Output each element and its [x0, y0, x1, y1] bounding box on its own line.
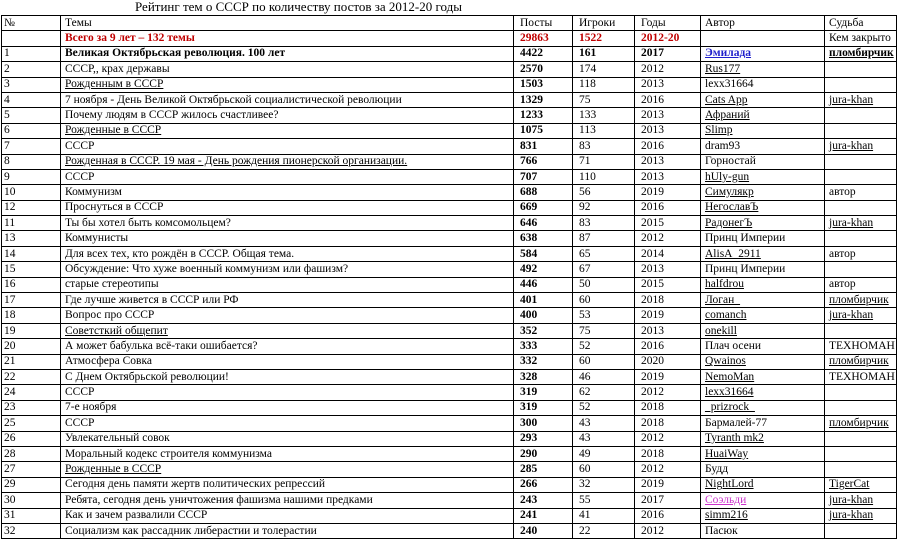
cell-years: 2015 [635, 277, 701, 292]
cell-posts: 241 [514, 508, 573, 523]
cell-years: 2012 [635, 431, 701, 446]
cell-no: 11 [2, 216, 61, 231]
table-row [2, 46, 897, 61]
ranking-table [1, 15, 897, 539]
cell-no: 21 [2, 354, 61, 369]
cell-players: 43 [573, 416, 635, 431]
cell-players: 53 [573, 308, 635, 323]
cell-no: 32 [2, 523, 61, 538]
cell-years: 2016 [635, 200, 701, 215]
cell-posts: 266 [514, 477, 573, 492]
totals-fate: Кем закрыто [825, 31, 897, 46]
cell-author[interactable]: РадонегЪ [701, 216, 825, 231]
cell-no: 26 [2, 431, 61, 446]
cell-no: 2 [2, 62, 61, 77]
cell-posts: 646 [514, 216, 573, 231]
cell-posts: 333 [514, 339, 573, 354]
cell-theme: Социализм как рассадник либерастии и толерастии [61, 523, 514, 538]
cell-theme: СССР [61, 169, 514, 184]
cell-theme: А может бабулька всё-таки ошибается? [61, 339, 514, 354]
table-row [2, 446, 897, 461]
table-row [2, 92, 897, 107]
table-row [2, 293, 897, 308]
cell-theme: 7 ноября - День Великой Октябрьской социалистической революции [61, 92, 514, 107]
cell-theme: Рожденные в СССР [61, 462, 514, 477]
cell-theme: СССР [61, 416, 514, 431]
cell-posts: 1233 [514, 108, 573, 123]
cell-author: Пасюк [701, 523, 825, 538]
cell-posts: 290 [514, 446, 573, 461]
table-row [2, 431, 897, 446]
cell-fate: автор [825, 277, 897, 292]
cell-fate [825, 231, 897, 246]
table-row [2, 323, 897, 338]
table-row [2, 169, 897, 184]
cell-years: 2012 [635, 462, 701, 477]
cell-no: 18 [2, 308, 61, 323]
cell-years: 2012 [635, 385, 701, 400]
cell-author[interactable]: Cats App [701, 92, 825, 107]
cell-fate [825, 108, 897, 123]
cell-theme: СССР [61, 139, 514, 154]
cell-author: Принц Империи [701, 231, 825, 246]
cell-no: 5 [2, 108, 61, 123]
table-row [2, 62, 897, 77]
cell-years: 2017 [635, 493, 701, 508]
table-row [2, 154, 897, 169]
cell-players: 83 [573, 216, 635, 231]
cell-players: 60 [573, 462, 635, 477]
cell-posts: 300 [514, 416, 573, 431]
cell-players: 52 [573, 400, 635, 415]
cell-posts: 1075 [514, 123, 573, 138]
header-posts: Посты [514, 16, 573, 31]
cell-author[interactable]: Qwainos [701, 354, 825, 369]
totals-row [2, 31, 897, 46]
totals-no [2, 31, 61, 46]
cell-fate[interactable]: jura-khan [825, 216, 897, 231]
cell-no: 1 [2, 46, 61, 61]
cell-theme: Почему людям в СССР жилось счастливее? [61, 108, 514, 123]
cell-years: 2013 [635, 108, 701, 123]
cell-players: 161 [573, 46, 635, 61]
table-row [2, 416, 897, 431]
cell-author[interactable]: Tyranth mk2 [701, 431, 825, 446]
cell-fate: TEXHOMAH [825, 339, 897, 354]
cell-author[interactable]: Логан_ [701, 293, 825, 308]
cell-author: Принц Империи [701, 262, 825, 277]
cell-no: 10 [2, 185, 61, 200]
cell-theme: Коммунисты [61, 231, 514, 246]
cell-posts: 243 [514, 493, 573, 508]
totals-years: 2012-20 [635, 31, 701, 46]
cell-posts: 319 [514, 385, 573, 400]
table-row [2, 216, 897, 231]
cell-no: 17 [2, 293, 61, 308]
cell-fate [825, 431, 897, 446]
totals-author [701, 31, 825, 46]
cell-posts: 293 [514, 431, 573, 446]
cell-players: 113 [573, 123, 635, 138]
cell-fate [825, 154, 897, 169]
cell-author[interactable]: _prizrock_ [701, 400, 825, 415]
header-fate: Судьба [825, 16, 897, 31]
cell-author: dram93 [701, 139, 825, 154]
table-row [2, 508, 897, 523]
cell-no: 15 [2, 262, 61, 277]
cell-fate [825, 400, 897, 415]
cell-players: 71 [573, 154, 635, 169]
cell-author[interactable]: НегославЪ [701, 200, 825, 215]
cell-theme: С Днем Октябрьской революции! [61, 369, 514, 384]
cell-theme: Рожденные в СССР [61, 123, 514, 138]
cell-no: 3 [2, 77, 61, 92]
cell-players: 83 [573, 139, 635, 154]
cell-author[interactable]: Афраний [701, 108, 825, 123]
cell-no: 23 [2, 400, 61, 415]
cell-fate: автор [825, 246, 897, 261]
cell-author: Будд [701, 462, 825, 477]
cell-no: 13 [2, 231, 61, 246]
cell-no: 4 [2, 92, 61, 107]
cell-theme: Сегодня день памяти жертв политических репрессий [61, 477, 514, 492]
cell-posts: 446 [514, 277, 573, 292]
cell-no: 7 [2, 139, 61, 154]
table-row [2, 477, 897, 492]
cell-players: 62 [573, 385, 635, 400]
cell-fate: TEXHOMAH [825, 369, 897, 384]
cell-years: 2013 [635, 169, 701, 184]
cell-theme: Рожденным в СССР [61, 77, 514, 92]
cell-author[interactable]: Rus177 [701, 62, 825, 77]
cell-players: 41 [573, 508, 635, 523]
cell-theme: Вопрос про СССР [61, 308, 514, 323]
cell-theme: Для всех тех, кто рождён в СССР. Общая тема. [61, 246, 514, 261]
cell-years: 2016 [635, 92, 701, 107]
table-row [2, 462, 897, 477]
cell-fate [825, 77, 897, 92]
totals-theme: Всего за 9 лет – 132 темы [61, 31, 514, 46]
cell-posts: 1329 [514, 92, 573, 107]
cell-years: 2016 [635, 139, 701, 154]
cell-fate[interactable]: jura-khan [825, 493, 897, 508]
cell-players: 75 [573, 92, 635, 107]
cell-players: 92 [573, 200, 635, 215]
cell-fate [825, 169, 897, 184]
cell-posts: 688 [514, 185, 573, 200]
cell-no: 30 [2, 493, 61, 508]
cell-players: 22 [573, 523, 635, 538]
cell-fate [825, 123, 897, 138]
cell-fate [825, 446, 897, 461]
cell-posts: 285 [514, 462, 573, 477]
cell-players: 50 [573, 277, 635, 292]
table-row [2, 277, 897, 292]
table-row [2, 339, 897, 354]
cell-fate[interactable]: пломбирчик [825, 354, 897, 369]
header-players: Игроки [573, 16, 635, 31]
cell-author: lexx31664 [701, 77, 825, 92]
cell-fate[interactable]: jura-khan [825, 308, 897, 323]
cell-players: 55 [573, 493, 635, 508]
cell-theme: Увлекательный совок [61, 431, 514, 446]
table-row [2, 354, 897, 369]
cell-author[interactable]: Slimp [701, 123, 825, 138]
cell-theme: Коммунизм [61, 185, 514, 200]
cell-fate [825, 62, 897, 77]
cell-years: 2016 [635, 339, 701, 354]
cell-posts: 332 [514, 354, 573, 369]
cell-years: 2018 [635, 446, 701, 461]
cell-theme: 7-е ноября [61, 400, 514, 415]
cell-posts: 1503 [514, 77, 573, 92]
cell-no: 14 [2, 246, 61, 261]
cell-no: 29 [2, 477, 61, 492]
cell-years: 2012 [635, 231, 701, 246]
cell-author[interactable]: onekill [701, 323, 825, 338]
totals-posts: 29863 [514, 31, 573, 46]
cell-author[interactable]: NemoMan [701, 369, 825, 384]
cell-players: 118 [573, 77, 635, 92]
cell-theme: Обсуждение: Что хуже военный коммунизм или фашизм? [61, 262, 514, 277]
cell-players: 133 [573, 108, 635, 123]
table-row [2, 493, 897, 508]
cell-players: 32 [573, 477, 635, 492]
cell-players: 87 [573, 231, 635, 246]
cell-author[interactable]: lexx31664 [701, 385, 825, 400]
table-row [2, 77, 897, 92]
cell-years: 2019 [635, 477, 701, 492]
cell-fate[interactable]: jura-khan [825, 508, 897, 523]
cell-fate [825, 262, 897, 277]
header-years: Годы [635, 16, 701, 31]
cell-no: 6 [2, 123, 61, 138]
cell-theme: Ребята, сегодня день уничтожения фашизма нашими предками [61, 493, 514, 508]
cell-author[interactable]: NightLord [701, 477, 825, 492]
header-author: Автор [701, 16, 825, 31]
cell-posts: 328 [514, 369, 573, 384]
cell-author[interactable]: simm216 [701, 508, 825, 523]
cell-posts: 707 [514, 169, 573, 184]
table-row [2, 523, 897, 538]
cell-author[interactable]: halfdrou [701, 277, 825, 292]
cell-theme: Великая Октябрьская революция. 100 лет [61, 46, 514, 61]
cell-theme: СССР,, крах державы [61, 62, 514, 77]
cell-no: 22 [2, 369, 61, 384]
cell-fate [825, 523, 897, 538]
cell-fate[interactable]: пломбирчик [825, 46, 897, 61]
cell-years: 2013 [635, 77, 701, 92]
table-row [2, 369, 897, 384]
cell-fate[interactable]: jura-khan [825, 139, 897, 154]
cell-author[interactable]: Эмилада [701, 46, 825, 61]
cell-no: 8 [2, 154, 61, 169]
cell-years: 2017 [635, 46, 701, 61]
table-row [2, 262, 897, 277]
cell-author[interactable]: Симулякр [701, 185, 825, 200]
table-row [2, 123, 897, 138]
table-row [2, 108, 897, 123]
table-row [2, 308, 897, 323]
cell-theme: Как и зачем развалили СССР [61, 508, 514, 523]
cell-no: 12 [2, 200, 61, 215]
cell-fate [825, 200, 897, 215]
cell-players: 49 [573, 446, 635, 461]
cell-posts: 400 [514, 308, 573, 323]
cell-fate[interactable]: TigerCat [825, 477, 897, 492]
cell-no: 20 [2, 339, 61, 354]
cell-years: 2016 [635, 508, 701, 523]
table-row [2, 200, 897, 215]
cell-author[interactable]: hUly-gun [701, 169, 825, 184]
cell-author[interactable]: AlisA_2911 [701, 246, 825, 261]
cell-author: Бармалей-77 [701, 416, 825, 431]
cell-posts: 831 [514, 139, 573, 154]
cell-theme: СССР [61, 385, 514, 400]
table-row [2, 231, 897, 246]
table-row [2, 185, 897, 200]
table-row [2, 400, 897, 415]
table-row [2, 139, 897, 154]
cell-players: 43 [573, 431, 635, 446]
cell-posts: 401 [514, 293, 573, 308]
cell-players: 67 [573, 262, 635, 277]
cell-players: 52 [573, 339, 635, 354]
cell-posts: 669 [514, 200, 573, 215]
cell-no: 31 [2, 508, 61, 523]
cell-author[interactable]: Соэльди [701, 493, 825, 508]
cell-no: 19 [2, 323, 61, 338]
cell-theme: Моральный кодекс строителя коммунизма [61, 446, 514, 461]
cell-theme: Атмосфера Совка [61, 354, 514, 369]
cell-no: 28 [2, 446, 61, 461]
cell-theme: Ты бы хотел быть комсомольцем? [61, 216, 514, 231]
cell-no: 9 [2, 169, 61, 184]
cell-players: 174 [573, 62, 635, 77]
totals-players: 1522 [573, 31, 635, 46]
cell-no: 27 [2, 462, 61, 477]
cell-theme: старые стереотипы [61, 277, 514, 292]
cell-players: 56 [573, 185, 635, 200]
cell-fate: автор [825, 185, 897, 200]
cell-fate [825, 462, 897, 477]
cell-players: 65 [573, 246, 635, 261]
cell-author[interactable]: HuaiWay [701, 446, 825, 461]
cell-years: 2019 [635, 369, 701, 384]
table-row [2, 246, 897, 261]
cell-years: 2012 [635, 62, 701, 77]
cell-posts: 352 [514, 323, 573, 338]
cell-fate[interactable]: jura-khan [825, 92, 897, 107]
header-theme: Темы [61, 16, 514, 31]
page-title: Рейтинг тем о СССР по количеству постов за 2012-20 годы [135, 0, 462, 14]
header-no: № [2, 16, 61, 31]
cell-no: 25 [2, 416, 61, 431]
cell-players: 60 [573, 354, 635, 369]
cell-no: 16 [2, 277, 61, 292]
cell-posts: 766 [514, 154, 573, 169]
cell-players: 110 [573, 169, 635, 184]
cell-years: 2020 [635, 354, 701, 369]
cell-years: 2013 [635, 154, 701, 169]
cell-years: 2013 [635, 323, 701, 338]
cell-author: Плач осени [701, 339, 825, 354]
cell-years: 2019 [635, 185, 701, 200]
cell-theme: Советсткий общепит [61, 323, 514, 338]
cell-years: 2013 [635, 123, 701, 138]
cell-author: Горностай [701, 154, 825, 169]
cell-players: 46 [573, 369, 635, 384]
cell-posts: 319 [514, 400, 573, 415]
cell-posts: 240 [514, 523, 573, 538]
cell-theme: Рожденная в СССР. 19 мая - День рождения пионерской организации. [61, 154, 514, 169]
cell-posts: 4422 [514, 46, 573, 61]
cell-theme: Проснуться в СССР [61, 200, 514, 215]
cell-years: 2019 [635, 308, 701, 323]
cell-no: 24 [2, 385, 61, 400]
table-row [2, 385, 897, 400]
header-row [2, 16, 897, 31]
cell-fate [825, 385, 897, 400]
cell-fate[interactable]: пломбирчик [825, 293, 897, 308]
cell-theme: Где лучше живется в СССР или РФ [61, 293, 514, 308]
cell-author[interactable]: comanch [701, 308, 825, 323]
cell-posts: 638 [514, 231, 573, 246]
cell-fate [825, 323, 897, 338]
cell-years: 2015 [635, 216, 701, 231]
cell-years: 2018 [635, 416, 701, 431]
cell-posts: 492 [514, 262, 573, 277]
cell-posts: 584 [514, 246, 573, 261]
cell-posts: 2570 [514, 62, 573, 77]
cell-players: 60 [573, 293, 635, 308]
cell-years: 2018 [635, 293, 701, 308]
cell-years: 2018 [635, 400, 701, 415]
cell-years: 2013 [635, 262, 701, 277]
cell-years: 2012 [635, 523, 701, 538]
cell-years: 2014 [635, 246, 701, 261]
cell-players: 75 [573, 323, 635, 338]
cell-fate[interactable]: пломбирчик [825, 416, 897, 431]
